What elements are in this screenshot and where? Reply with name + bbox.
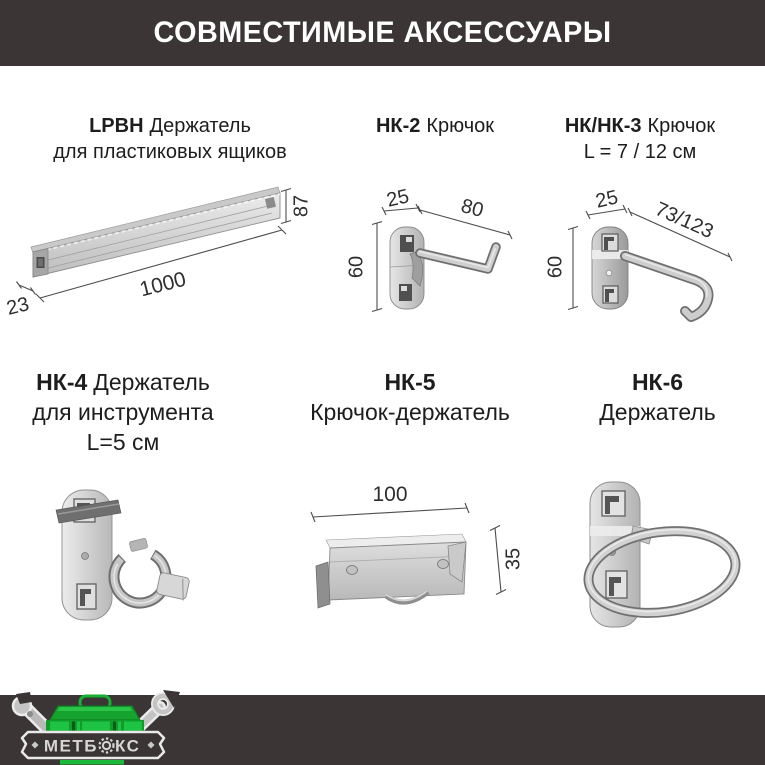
dim-label-hk3-height: 60 bbox=[544, 255, 567, 279]
brand-text-left: МЕТБ bbox=[43, 736, 98, 756]
hk3-code: НК/НК-3 bbox=[564, 115, 642, 137]
dim-label-hk3-length: 73/123 bbox=[651, 198, 717, 244]
product-title-hk2 bbox=[350, 113, 520, 139]
dim-label-hk2-width: 25 bbox=[384, 185, 412, 212]
hk2-illustration bbox=[350, 190, 520, 320]
hk3-type: Крючок bbox=[647, 115, 716, 137]
dim-label-hk5-height: 35 bbox=[502, 547, 525, 571]
hk4-code: НК-4 bbox=[36, 369, 88, 395]
brand-text-right: КС bbox=[115, 736, 141, 756]
hk4-subtitle: для инструмента bbox=[32, 399, 214, 425]
logo-plaque bbox=[22, 732, 164, 765]
hk2-type: Крючок bbox=[426, 115, 495, 137]
toolbox-icon bbox=[46, 696, 144, 732]
hk4-illustration bbox=[40, 480, 210, 630]
hk5-code: НК-5 bbox=[384, 369, 436, 395]
dim-label-lpbh-depth: 23 bbox=[4, 293, 32, 320]
header-bar bbox=[0, 0, 765, 66]
hk6-illustration bbox=[575, 470, 755, 635]
product-title-hk6 bbox=[545, 367, 765, 427]
dim-label-hk2-length: 80 bbox=[458, 195, 486, 223]
dim-label-hk5-length: 100 bbox=[372, 483, 408, 506]
lpbh-illustration bbox=[0, 178, 320, 328]
dim-label-lpbh-height: 87 bbox=[290, 194, 313, 218]
metbox-logo bbox=[8, 694, 178, 765]
lpbh-type: Держатель bbox=[149, 115, 251, 137]
hk3-subtitle: L = 7 / 12 см bbox=[583, 141, 697, 163]
lpbh-subtitle: для пластиковых ящиков bbox=[53, 141, 287, 163]
page-title: СОВМЕСТИМЫЕ АКСЕССУАРЫ bbox=[153, 16, 612, 49]
hk2-code: НК-2 bbox=[375, 115, 421, 137]
hk5-illustration bbox=[290, 478, 530, 618]
hk5-subtitle: Крючок-держатель bbox=[310, 399, 510, 425]
product-title-hk4 bbox=[8, 367, 238, 457]
dim-label-hk3-width: 25 bbox=[593, 186, 621, 213]
lpbh-code: LPBH bbox=[89, 115, 144, 137]
hk4-subtitle2: L=5 см bbox=[86, 429, 160, 455]
product-title-hk5 bbox=[285, 367, 535, 427]
hk3-illustration bbox=[545, 190, 745, 330]
hk6-subtitle: Держатель bbox=[599, 399, 716, 425]
hk4-type: Держатель bbox=[93, 369, 210, 395]
hk6-code: НК-6 bbox=[631, 369, 684, 395]
dim-label-hk2-height: 60 bbox=[345, 255, 368, 279]
dim-label-lpbh-length: 1000 bbox=[137, 267, 189, 302]
product-title-hk3 bbox=[535, 113, 745, 165]
logo-underbar bbox=[60, 760, 124, 765]
product-title-lpbh bbox=[25, 113, 315, 165]
